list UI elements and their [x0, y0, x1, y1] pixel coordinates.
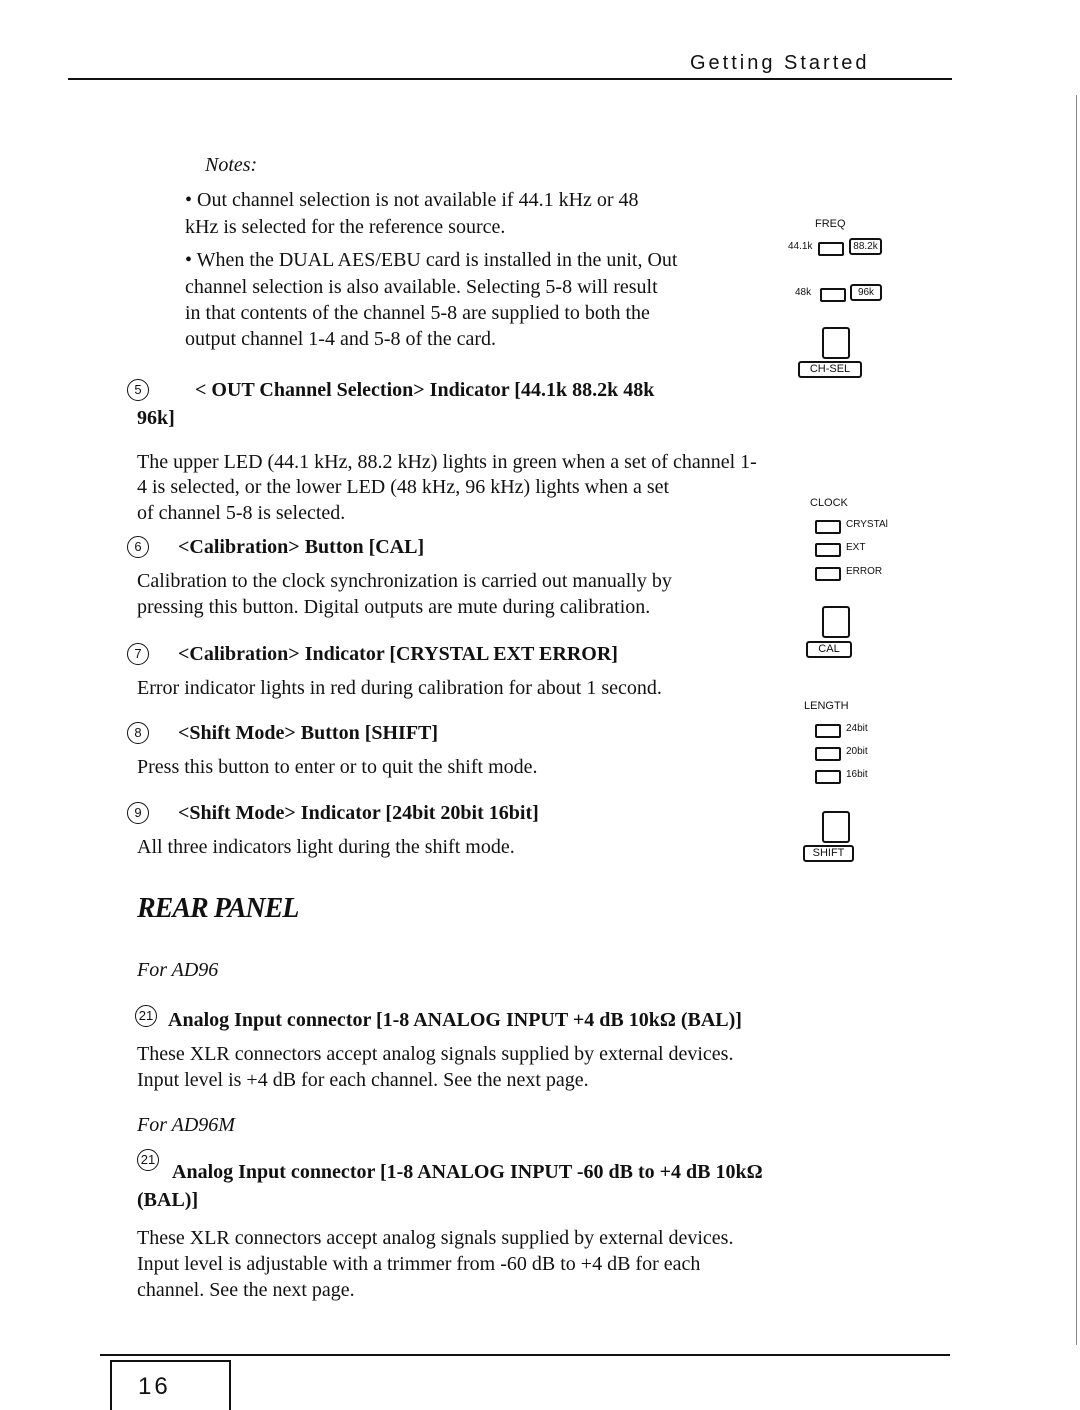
freq-box-label: 96k — [850, 284, 882, 301]
item-heading: <Calibration> Indicator [CRYSTAL EXT ERROR] — [178, 643, 618, 665]
section-title: REAR PANEL — [137, 893, 299, 924]
freq-box-label: 88.2k — [849, 238, 882, 255]
item-heading: (BAL)] — [137, 1189, 199, 1211]
length-led-label: 24bit — [846, 723, 868, 734]
note-line: in that contents of the channel 5-8 are supplied to both the — [185, 302, 650, 324]
clock-led-label: CRYSTAl — [846, 519, 888, 530]
page-number: 16 — [138, 1373, 171, 1400]
running-header: Getting Started — [690, 52, 870, 74]
ch-sel-button-icon — [822, 327, 850, 359]
page-box-left — [110, 1360, 112, 1410]
item-heading: <Calibration> Button [CAL] — [178, 536, 425, 558]
cal-button-icon — [822, 606, 850, 638]
item-heading: <Shift Mode> Button [SHIFT] — [178, 722, 439, 744]
item-number-circle: 5 — [127, 379, 149, 401]
item-heading: Analog Input connector [1-8 ANALOG INPUT -60 dB to +4 dB 10kΩ — [172, 1161, 763, 1183]
notes-label: Notes: — [205, 154, 258, 176]
model-label-ad96m: For AD96M — [137, 1114, 235, 1136]
item-body: Error indicator lights in red during calibration for about 1 second. — [137, 677, 662, 699]
item-number-circle: 8 — [127, 722, 149, 744]
length-led-label: 16bit — [846, 769, 868, 780]
cal-label: CAL — [806, 641, 852, 658]
length-title: LENGTH — [804, 700, 849, 712]
item-body: Input level is +4 dB for each channel. See the next page. — [137, 1069, 589, 1091]
item-body: channel. See the next page. — [137, 1279, 355, 1301]
led-indicator-icon — [820, 288, 846, 302]
clock-led-label: ERROR — [846, 566, 883, 577]
clock-title: CLOCK — [810, 497, 848, 509]
item-number-circle: 21 — [137, 1149, 159, 1171]
item-body: 4 is selected, or the lower LED (48 kHz, 96 kHz) lights when a set — [137, 476, 670, 498]
item-heading: Analog Input connector [1-8 ANALOG INPUT +4 dB 10kΩ (BAL)] — [168, 1009, 742, 1031]
header-rule — [68, 78, 952, 80]
item-number-circle: 9 — [127, 802, 149, 824]
ch-sel-label: CH-SEL — [798, 361, 862, 378]
item-heading: < OUT Channel Selection> Indicator [44.1k 88.2k 48k — [195, 379, 655, 401]
page-box-right — [229, 1360, 231, 1410]
page-edge — [1076, 95, 1077, 1345]
item-body: of channel 5-8 is selected. — [137, 502, 346, 524]
item-body: Calibration to the clock synchronization is carried out manually by — [137, 570, 672, 592]
note-line: output channel 1-4 and 5-8 of the card. — [185, 328, 497, 350]
note-line: kHz is selected for the reference source. — [185, 216, 506, 238]
item-heading: 96k] — [137, 407, 175, 429]
shift-label: SHIFT — [803, 845, 854, 862]
item-body: These XLR connectors accept analog signals supplied by external devices. — [137, 1043, 734, 1065]
item-body: All three indicators light during the shift mode. — [137, 836, 515, 858]
freq-title: FREQ — [815, 218, 846, 230]
freq-led-label: 44.1k — [788, 241, 813, 252]
length-led-label: 20bit — [846, 746, 868, 757]
page-box-top — [110, 1360, 230, 1362]
led-indicator-icon — [818, 242, 844, 256]
note-line: • When the DUAL AES/EBU card is installed in the unit, Out — [185, 249, 678, 271]
item-body: These XLR connectors accept analog signals supplied by external devices. — [137, 1227, 734, 1249]
item-body: Input level is adjustable with a trimmer from -60 dB to +4 dB for each — [137, 1253, 701, 1275]
note-line: channel selection is also available. Selecting 5-8 will result — [185, 276, 658, 298]
note-line: • Out channel selection is not available if 44.1 kHz or 48 — [185, 189, 639, 211]
item-body: The upper LED (44.1 kHz, 88.2 kHz) lights in green when a set of channel 1- — [137, 451, 757, 473]
clock-led-label: EXT — [846, 542, 866, 553]
item-number-circle: 21 — [135, 1005, 157, 1027]
shift-button-icon — [822, 811, 850, 843]
footer-rule — [100, 1354, 950, 1356]
freq-led-label: 48k — [795, 287, 812, 298]
model-label-ad96: For AD96 — [137, 959, 219, 981]
item-heading: <Shift Mode> Indicator [24bit 20bit 16bit] — [178, 802, 539, 824]
item-number-circle: 6 — [127, 536, 149, 558]
item-body: pressing this button. Digital outputs are mute during calibration. — [137, 596, 651, 618]
item-body: Press this button to enter or to quit the shift mode. — [137, 756, 538, 778]
item-number-circle: 7 — [127, 643, 149, 665]
